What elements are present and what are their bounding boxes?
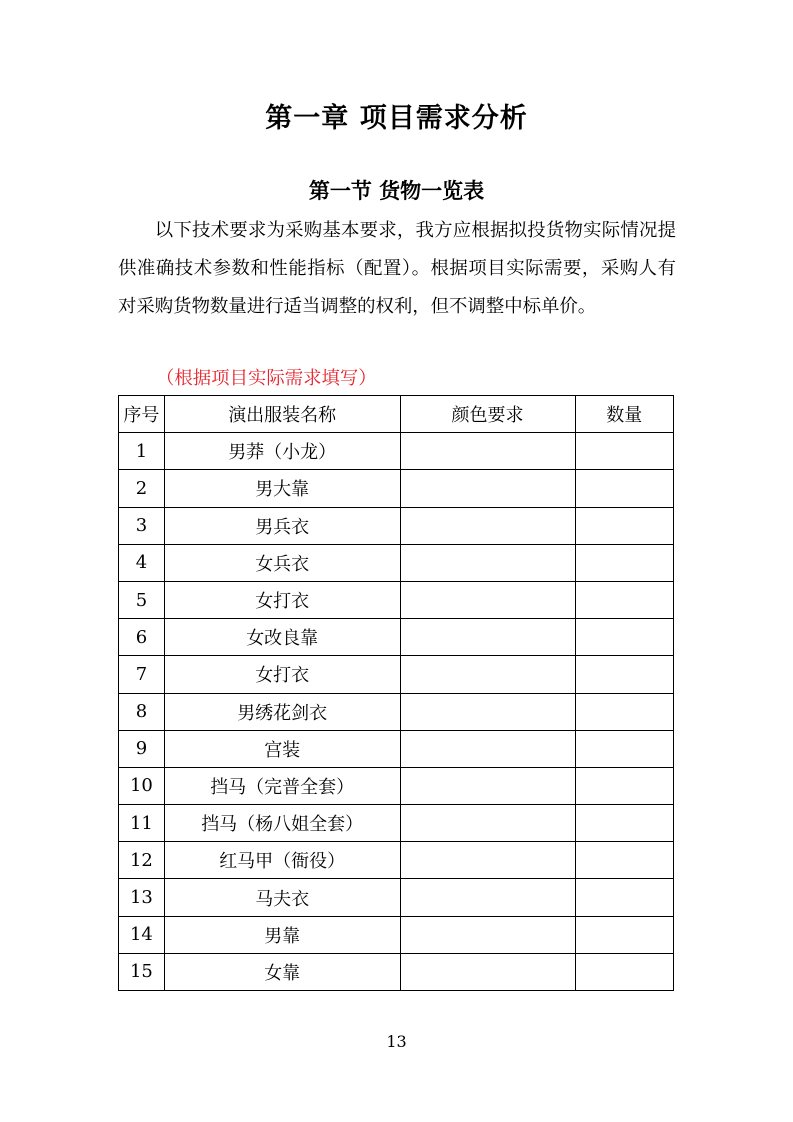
cell-serial-number: 11	[119, 805, 165, 842]
cell-serial-number: 3	[119, 507, 165, 544]
cell-costume-name: 男兵衣	[164, 507, 400, 544]
page-number: 13	[386, 1032, 407, 1051]
cell-quantity	[575, 730, 674, 767]
cell-serial-number: 7	[119, 656, 165, 693]
header-costume-name: 演出服装名称	[164, 396, 400, 433]
table-row	[119, 842, 674, 879]
chapter-title: 第一章 项目需求分析	[265, 103, 528, 134]
cell-costume-name: 女打衣	[164, 656, 400, 693]
cell-costume-name: 男绣花剑衣	[164, 693, 400, 730]
intro-paragraph: 以下技术要求为采购基本要求，我方应根据拟投货物实际情况提供准确技术参数和性能指标（配置）。根据项目实际需要，采购人有对采购货物数量进行适当调整的权利，但不调整中标单价。	[118, 220, 676, 317]
cell-quantity	[575, 656, 674, 693]
table-row	[119, 767, 674, 804]
cell-costume-name: 红马甲（衙役）	[164, 842, 400, 879]
table-row	[119, 507, 674, 544]
cell-serial-number: 5	[119, 581, 165, 618]
cell-color-requirement	[400, 581, 575, 618]
table-row	[119, 581, 674, 618]
goods-table	[118, 395, 674, 991]
cell-quantity	[575, 433, 674, 470]
cell-costume-name: 马夫衣	[164, 879, 400, 916]
cell-serial-number: 14	[119, 916, 165, 953]
cell-serial-number: 15	[119, 953, 165, 990]
cell-quantity	[575, 581, 674, 618]
cell-quantity	[575, 953, 674, 990]
cell-color-requirement	[400, 767, 575, 804]
cell-costume-name: 宫装	[164, 730, 400, 767]
cell-serial-number: 12	[119, 842, 165, 879]
cell-serial-number: 2	[119, 470, 165, 507]
cell-quantity	[575, 544, 674, 581]
cell-serial-number: 9	[119, 730, 165, 767]
cell-serial-number: 1	[119, 433, 165, 470]
cell-color-requirement	[400, 544, 575, 581]
cell-costume-name: 女兵衣	[164, 544, 400, 581]
cell-costume-name: 男靠	[164, 916, 400, 953]
cell-quantity	[575, 693, 674, 730]
table-row	[119, 693, 674, 730]
cell-color-requirement	[400, 879, 575, 916]
cell-quantity	[575, 619, 674, 656]
cell-color-requirement	[400, 916, 575, 953]
cell-costume-name: 挡马（完普全套）	[164, 767, 400, 804]
cell-serial-number: 8	[119, 693, 165, 730]
cell-serial-number: 4	[119, 544, 165, 581]
cell-quantity	[575, 470, 674, 507]
cell-quantity	[575, 805, 674, 842]
fill-in-note: （根据项目实际需求填写）	[156, 368, 377, 389]
cell-color-requirement	[400, 656, 575, 693]
header-quantity: 数量	[575, 396, 674, 433]
table-row	[119, 879, 674, 916]
table-row	[119, 730, 674, 767]
header-serial-number: 序号	[119, 396, 165, 433]
table-row	[119, 433, 674, 470]
cell-quantity	[575, 916, 674, 953]
cell-color-requirement	[400, 953, 575, 990]
cell-serial-number: 6	[119, 619, 165, 656]
cell-costume-name: 女打衣	[164, 581, 400, 618]
cell-color-requirement	[400, 433, 575, 470]
cell-serial-number: 10	[119, 767, 165, 804]
cell-quantity	[575, 767, 674, 804]
cell-costume-name: 挡马（杨八姐全套）	[164, 805, 400, 842]
cell-color-requirement	[400, 842, 575, 879]
table-row	[119, 916, 674, 953]
cell-color-requirement	[400, 470, 575, 507]
cell-color-requirement	[400, 730, 575, 767]
cell-costume-name: 女靠	[164, 953, 400, 990]
table-row	[119, 470, 674, 507]
cell-color-requirement	[400, 805, 575, 842]
cell-serial-number: 13	[119, 879, 165, 916]
cell-costume-name: 男莽（小龙）	[164, 433, 400, 470]
cell-costume-name: 女改良靠	[164, 619, 400, 656]
cell-quantity	[575, 842, 674, 879]
table-row	[119, 953, 674, 990]
cell-costume-name: 男大靠	[164, 470, 400, 507]
table-row	[119, 619, 674, 656]
cell-quantity	[575, 879, 674, 916]
cell-quantity	[575, 507, 674, 544]
cell-color-requirement	[400, 619, 575, 656]
table-row	[119, 656, 674, 693]
table-header-row	[119, 396, 674, 433]
cell-color-requirement	[400, 693, 575, 730]
cell-color-requirement	[400, 507, 575, 544]
header-color-requirement: 颜色要求	[400, 396, 575, 433]
table-row	[119, 544, 674, 581]
section-title: 第一节 货物一览表	[308, 179, 485, 203]
table-row	[119, 805, 674, 842]
